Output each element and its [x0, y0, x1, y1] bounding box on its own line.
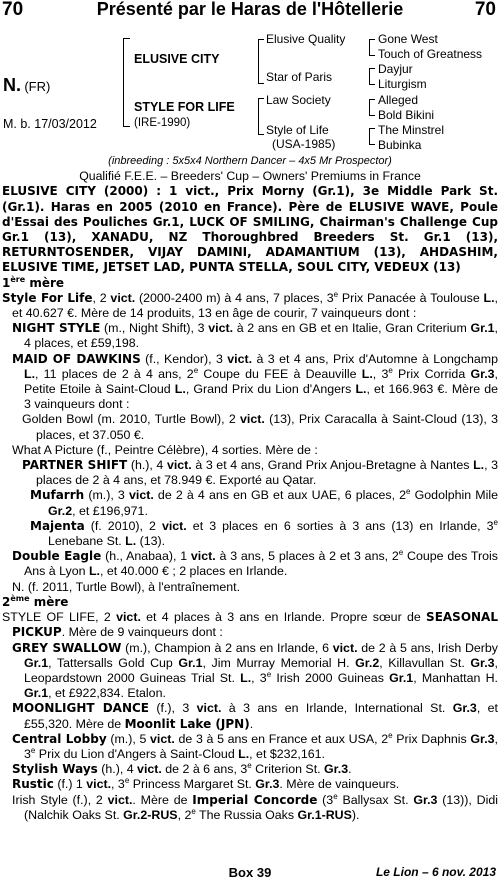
page-footer [0, 865, 500, 882]
dam-entry: Style For Life, 2 vict. (2000-2400 m) à 4 ans, 7 places, 3e Prix Panacée à Toulouse L., et 40.627 €. Mère de 14 produits, 13 en âge de courir, 7 vainqueurs dont : [2, 289, 498, 321]
gen3-bracket-1 [369, 39, 375, 56]
produce-majenta: Majenta (f. 2010), 2 vict. et 3 places en 6 sorties à 3 ans (13) en Irlande, 3e Lenebane St. L. (13). [30, 517, 498, 549]
produce-rustic: Rustic (f.) 1 vict., 3e Princess Margaret St. Gr.3. Mère de vainqueurs. [12, 776, 400, 792]
dam-name: STYLE FOR LIFE [134, 100, 235, 114]
g4-2: Touch of Greatness [378, 47, 483, 61]
gen2-bracket-dam [258, 98, 264, 135]
horse-birth: M. b. 17/03/2012 [3, 117, 97, 131]
produce-grey-swallow: GREY SWALLOW (m.), Champion à 2 ans en Irlande, 6 vict. de 2 à 5 ans, Irish Derby Gr.1, Tattersalls Gold Cup Gr.1, Jim Murray Memorial H. Gr.2, Killavullan St. Gr.3, Leopardstown 2000 Guineas Trial St. L., 3e Irish 2000 Guineas Gr.1, Manhattan H. Gr.1, et £922,834. Etalon. [12, 640, 499, 701]
g4-7: The Minstrel [378, 123, 445, 137]
second-dam-heading: 2ème mère [2, 593, 69, 609]
gen1-bracket [123, 38, 130, 127]
lot-number-right: 70 [474, 0, 496, 20]
g4-4: Liturgism [378, 77, 427, 91]
gen3-bracket-4 [369, 128, 375, 145]
produce-night-style: NIGHT STYLE (m., Night Shift), 3 vict. à 2 ans en GB et en Italie, Gran Criterium Gr.1, 4 places, et £59,198. [12, 321, 498, 351]
dam-origin: (IRE-1990) [134, 117, 191, 129]
dam-dam-origin: (USA-1985) [272, 137, 336, 151]
sire-dam: Star of Paris [266, 70, 333, 84]
g4-1: Gone West [378, 32, 438, 46]
sire-sire: Elusive Quality [266, 32, 346, 46]
sire-name: ELUSIVE CITY [134, 52, 220, 66]
second-dam-entry: STYLE OF LIFE, 2 vict. et 4 places à 3 ans en Irlande. Propre sœur de SEASONAL PICKUP. Mère de 9 vainqueurs dont : [2, 610, 498, 640]
horse-origin: (FR) [24, 79, 51, 94]
produce-central-lobby: Central Lobby (m.), 5 vict. de 3 à 5 ans en France et aux USA, 2e Prix Daphnis Gr.3, 3e Prix du Lion d'Angers à Saint-Cloud L., et $232,161. [12, 730, 498, 761]
g4-6: Bold Bikini [378, 108, 435, 122]
produce-moonlight-dance: MOONLIGHT DANCE (f.), 3 vict. à 3 ans en Irlande, International St. Gr.3, et £55,320. Mère de Moonlit Lake (JPN). [12, 701, 498, 731]
produce-irish-style: Irish Style (f.), 2 vict.. Mère de Imperial Concorde (3e Ballysax St. Gr.3 (13)), Didi (Nalchik Oaks St. Gr.2-RUS, 2e The Russia Oaks Gr.1-RUS). [12, 791, 498, 822]
horse-name-line [3, 75, 50, 96]
produce-what-a-picture: What A Picture (f., Peintre Célèbre), 4 sorties. Mère de : [12, 442, 318, 457]
produce-stylish-ways: Stylish Ways (h.), 4 vict. de 2 à 6 ans, 3e Criterion St. Gr.3. [12, 761, 352, 777]
gen3-bracket-3 [369, 99, 375, 116]
dam-sire: Law Society [266, 93, 331, 107]
produce-n-2011: N. (f. 2011, Turtle Bowl), à l'entraînement. [12, 579, 241, 594]
box-number: Box 39 [228, 865, 272, 880]
gen2-bracket-sire [258, 39, 264, 84]
lot-number-left: 70 [2, 0, 24, 20]
inbreeding-note: (inbreeding : 5x5x4 Northern Dancer – 4x5 Mr Prospector) [108, 155, 392, 167]
produce-golden-bowl: Golden Bowl (m. 2010, Turtle Bowl), 2 vict. (13), Prix Caracalla à Saint-Cloud (13), 3 places, et 37.050 €. [22, 412, 498, 442]
qualification-note: Qualifié F.E.E. – Breeders' Cup – Owners' Premiums in France [79, 169, 421, 184]
publication-date: Le Lion – 6 nov. 2013 [375, 865, 496, 879]
sire-paragraph: ELUSIVE CITY (2000) : 1 vict., Prix Morny (Gr.1), 3e Middle Park St. (Gr.1). Haras en 2005 (2010 en France). Père de ELUSIVE WAVE, Poule d'Essai des Pouliches Gr.1, LUCK OF SMILING, Chairman's Challenge Cup Gr.1 (13), XANADU, NZ Thoroughbred Breeders St. Gr.1 (13), RETURNTOSENDER, VIJAY DAMINI, ADAMANTIUM (13), AHDASHIM, ELUSIVE TIME, JETSET LAD, PUNTA STELLA, SOUL CITY, VEDEUX (13) [2, 184, 498, 275]
page-header [0, 0, 500, 22]
pedigree-table [0, 26, 500, 158]
produce-partner-shift: PARTNER SHIFT (h.), 4 vict. à 3 et 4 ans, Grand Prix Anjou-Bretagne à Nantes L., 3 places de 2 à 4 ans, et 78.949 €. Exporté au Qatar. [22, 458, 499, 488]
produce-maid-of-dawkins: MAID OF DAWKINS (f., Kendor), 3 vict. à 3 et 4 ans, Prix d'Automne à Longchamp L., 11 places de 2 à 4 ans, 2e Coupe du FEE à Deauville L., 3e Prix Corrida Gr.3, Petite Etoile à Saint-Cloud L., Grand Prix du Lion d'Angers L., et 166.963 €. Mère de 3 vainqueurs dont : [12, 351, 499, 412]
horse-name: N. [3, 75, 21, 95]
g4-3: Dayjur [378, 62, 413, 76]
dam-dam: Style of Life [266, 123, 329, 137]
produce-mufarrh: Mufarrh (m.), 3 vict. de 2 à 4 ans en GB et aux UAE, 6 places, 2e Godolphin Mile Gr.2, et £196,971. [30, 487, 498, 518]
first-dam-heading: 1ère mère [2, 274, 65, 290]
catalogue-body [2, 156, 498, 823]
g4-8: Bubinka [378, 138, 422, 152]
g4-5: Alleged [378, 93, 419, 107]
produce-double-eagle: Double Eagle (h., Anabaa), 1 vict. à 3 ans, 5 places à 2 et 3 ans, 2e Coupe des Trois Ans à Lyon L., et 40.000 € ; 2 places en Irlande. [12, 548, 499, 579]
gen3-bracket-2 [369, 68, 375, 85]
consignor-title: Présenté par le Haras de l'Hôtellerie [96, 0, 404, 19]
